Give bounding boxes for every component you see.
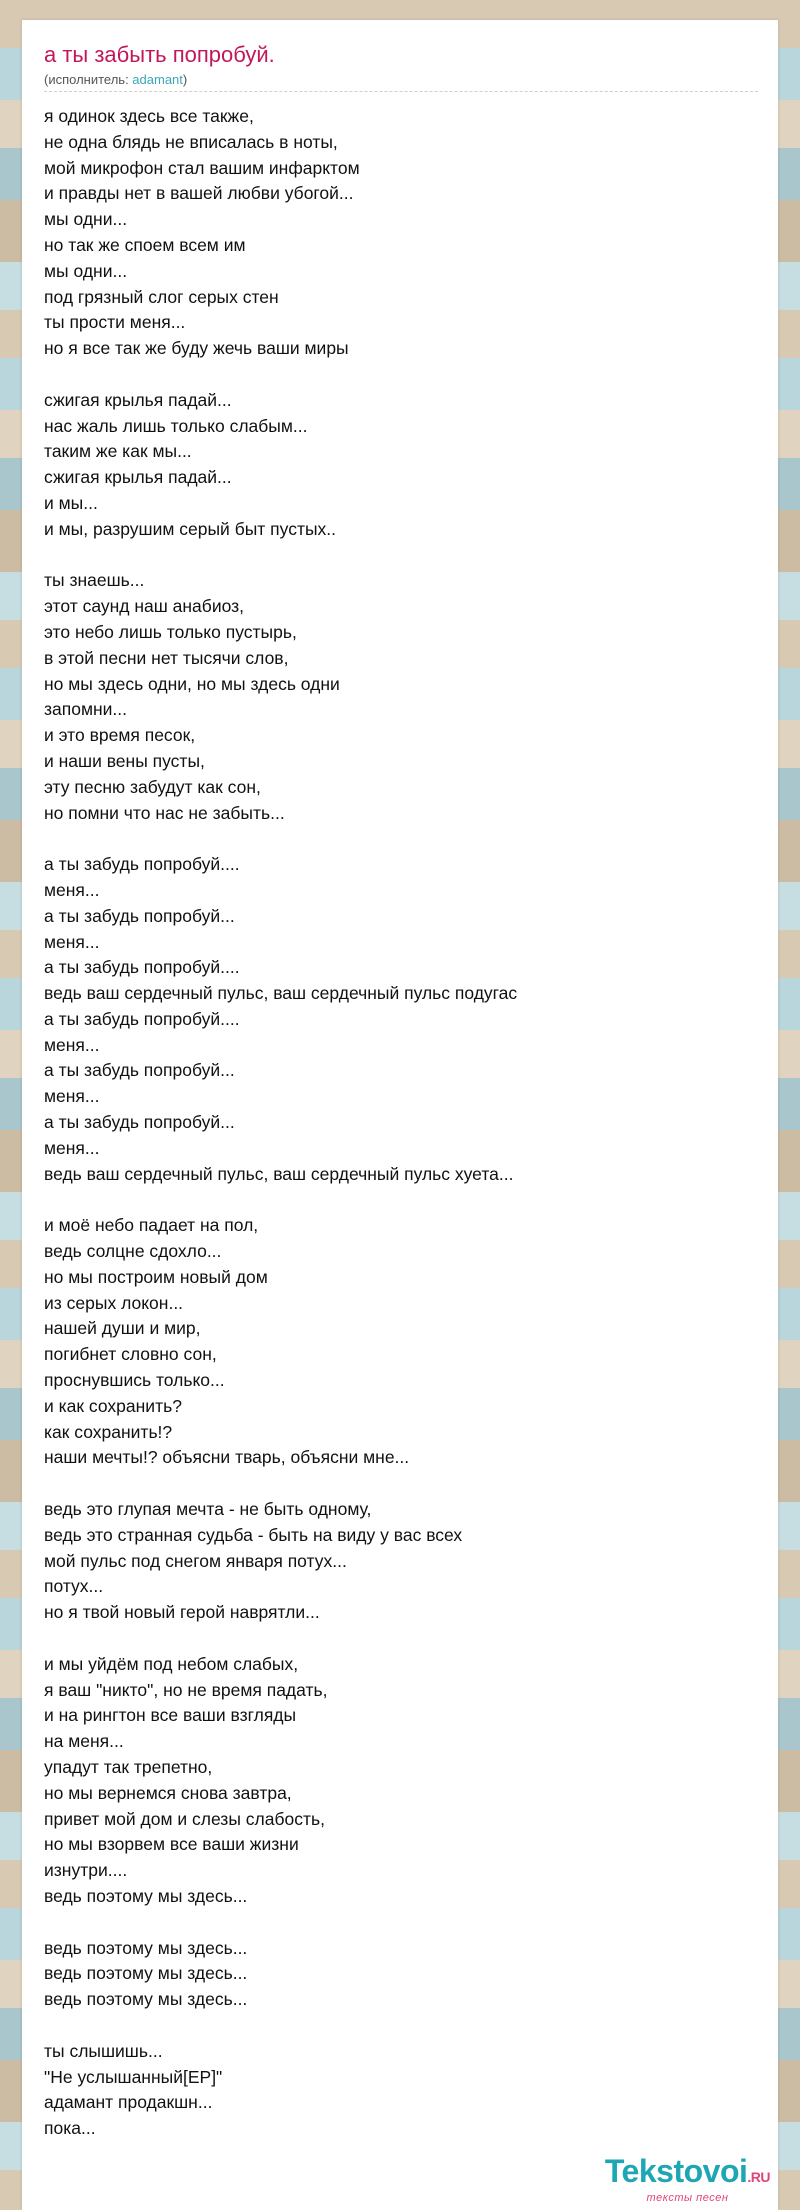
site-logo[interactable] xyxy=(605,2154,770,2204)
performer-suffix: ) xyxy=(182,72,188,87)
logo-tld: .RU xyxy=(747,2169,770,2185)
lyrics-text: я одинок здесь все также, не одна блядь не вписалась в ноты, мой микрофон стал вашим инфарктом и правды нет в вашей любви убогой... мы одни... но так же споем всем им мы одни... под грязный слог серых стен ты прости меня... но я все так же буду жечь ваши миры сжигая крылья падай... нас жаль лишь только слабым... таким же как мы... сжигая крылья падай... и мы... и мы, разрушим серый быт пустых.. ты знаешь... этот саунд наш анабиоз, это небо лишь только пустырь, в этой песни нет тысячи слов, но мы здесь одни, но мы здесь одни запомни... и это время песок, и наши вены пусты, эту песню забудут как сон, но помни что нас не забыть... а ты забудь попробуй.... меня... а ты забудь попробуй... меня... а ты забудь попробуй.... ведь ваш сердечный пульс, ваш сердечный пульс подугас а ты забудь попробуй.... меня... а ты забудь попробуй... меня... а ты забудь попробуй... меня... ведь ваш сердечный пульс, ваш сердечный пульс хуета... и моё небо падает на пол, ведь солцне сдохло... но мы построим новый дом из серых локон... нашей души и мир, погибнет словно сон, проснувшись только... и как сохранить? как сохранить!? наши мечты!? объясни тварь, объясни мне... ведь это глупая мечта - не быть одному, ведь это странная судьба - быть на виду у вас всех мой пульс под снегом января потух... потух... но я твой новый герой наврятли... и мы уйдём под небом слабых, я ваш "никто", но не время падать, и на рингтон все ваши взгляды на меня... упадут так трепетно, но мы вернемся снова завтра, привет мой дом и слезы слабость, но мы взорвем все ваши жизни изнутри.... ведь поэтому мы здесь... ведь поэтому мы здесь... ведь поэтому мы здесь... ведь поэтому мы здесь... ты слышишь... "Не услышанный[EP]" адамант продакшн... пока... xyxy=(44,106,518,2139)
logo-tagline: тексты песен xyxy=(646,2192,729,2204)
lyrics-card xyxy=(22,20,778,2210)
performer-line xyxy=(44,72,758,92)
logo-wordmark xyxy=(605,2154,770,2194)
logo-name: Tekstovoi xyxy=(604,2153,748,2189)
song-title: а ты забыть попробуй. xyxy=(44,42,275,67)
performer-link[interactable]: adamant xyxy=(132,72,183,87)
performer-prefix: (исполнитель: xyxy=(44,72,133,87)
